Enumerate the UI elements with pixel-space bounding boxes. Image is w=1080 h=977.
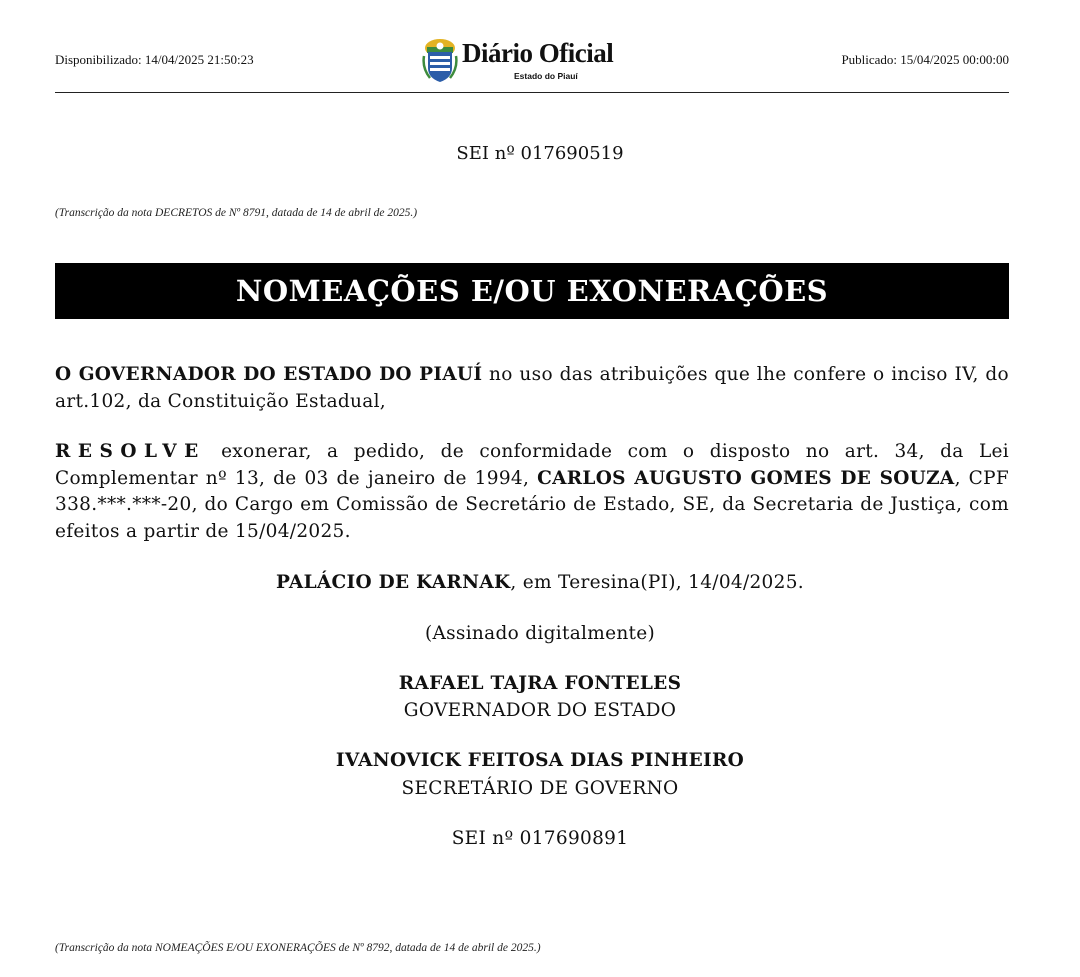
digital-signature-note: (Assinado digitalmente) [424,623,656,644]
brand-title: Diário Oficial [462,38,614,68]
signatory-2-role: SECRETÁRIO DE GOVERNO [401,778,679,799]
resolution-paragraph [55,439,1009,545]
signatory-1-role: GOVERNADOR DO ESTADO [403,700,677,721]
brand-subtitle: Estado do Piauí [514,71,578,81]
exonerated-name: CARLOS AUGUSTO GOMES DE SOUZA [537,467,955,489]
available-datetime: Disponibilizado: 14/04/2025 21:50:23 [55,52,254,67]
page-header [55,36,1009,93]
signatory-2-name: IVANOVICK FEITOSA DIAS PINHEIRO [335,750,745,771]
transcription-note-top: (Transcrição da nota DECRETOS de Nº 8791, datada de 14 de abril de 2025.) [55,207,418,219]
sei-number-top: SEI nº 017690519 [456,143,624,164]
resolution-text-2: , CPF 338.***.***-20, do Cargo em Comissão de Secretário de Estado, SE, da Secretaria de Justiça, com efeitos a partir de 15/04/2025. [55,467,1010,542]
preamble-subject: O GOVERNADOR DO ESTADO DO PIAUÍ [55,364,483,385]
transcription-note-bottom: (Transcrição da nota NOMEAÇÕES E/OU EXONERAÇÕES de Nº 8792, datada de 14 de abril de 2025.) [55,942,541,954]
signatory-1-name: RAFAEL TAJRA FONTELES [398,673,682,694]
preamble-paragraph [55,362,1009,415]
palace-name: PALÁCIO DE KARNAK [276,572,511,593]
published-datetime: Publicado: 15/04/2025 00:00:00 [841,52,1009,67]
place-date-text: , em Teresina(PI), 14/04/2025. [510,572,804,593]
preamble-text: no uso das atribuições que lhe confere o inciso IV, do art.102, da Constituição Estadual, [55,364,1009,412]
sei-number-bottom: SEI nº 017690891 [451,828,629,849]
resolution-text-1: exonerar, a pedido, de conformidade com o disposto no art. 34, da Lei Complementar nº 13, de 03 de janeiro de 1994, [55,441,1009,489]
section-banner: NOMEAÇÕES E/OU EXONERAÇÕES [55,263,1009,319]
resolve-keyword: RESOLVE [55,441,206,462]
brand-logo-block [422,38,642,86]
state-coat-of-arms-icon [422,38,458,84]
place-date-line [0,572,1080,593]
